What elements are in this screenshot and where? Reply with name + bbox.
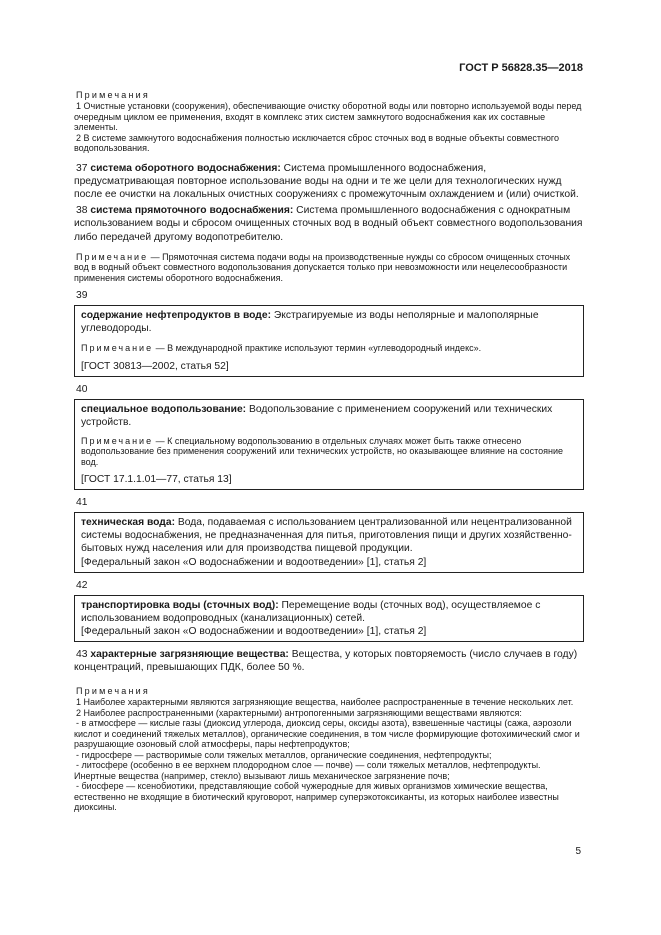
note-label: Примечание [81,342,154,353]
term-40-reference: [ГОСТ 17.1.1.01—77, статья 13] [81,474,232,486]
term-42-box [74,595,584,642]
term-definition: Перемещение воды (сточных вод), осуществляемое с использованием водопроводных (канализационных) сетей. [81,599,541,624]
term-number: 37 [76,162,88,174]
term-name: система прямоточного водоснабжения: [90,205,294,217]
term-name: характерные загрязняющие вещества: [90,649,289,661]
term-name: специальное водопользование: [81,404,247,416]
note-item: - гидросфере — растворимые соли тяжелых металлов, органические соединения, нефтепродукты; [76,749,492,760]
term-42-number: 42 [76,579,88,591]
term-40-box [74,399,584,490]
term-41-reference: [Федеральный закон «О водоснабжении и водоотведении» [1], статья 2] [81,556,427,568]
notes-heading: Примечания [76,686,150,697]
term-name: транспортировка воды (сточных вод): [81,599,279,611]
term-41-box [74,512,584,573]
term-number: 38 [76,205,88,217]
term-38 [74,204,584,244]
page-number: 5 [575,846,581,857]
term-40-number: 40 [76,384,88,396]
term-39-reference: [ГОСТ 30813—2002, статья 52] [81,361,229,373]
term-42 [81,599,577,625]
note-item: - литосфере (особенно в ее верхнем плодородном слое — почве) — соли тяжелых металлов, нефтепродукты. Инертные вещества (например, стекло) вызывают лишь механическое загрязнение почв; [74,760,541,781]
term-38-note [74,252,584,284]
note-item: 2 Наиболее распространенными (характерными) антропогенными загрязняющими веществами являются: [76,707,522,718]
term-definition: Вода, подаваемая с использованием централизованной или нецентрализованной системы водоснабжения, не предназначенная для питья, приготовления пищи и других хозяйственно-бытовых нужд населения или для производства пищевой продукции. [81,517,572,555]
term-definition: Вещества, у которых повторяемость (число случаев в году) концентраций, превышающих ПДК, более 50 %. [74,649,578,674]
note-item: 1 Наиболее характерными являются загрязняющие вещества, наиболее распространенные в течение нескольких лет. [76,697,574,708]
term-definition: Водопользование с применением сооружений или технических устройств. [81,404,553,429]
term-41 [81,516,577,556]
term-definition: Система промышленного водоснабжения, предусматривающая повторное использование воды на одни и те же цели для технологических нужд после ее очистки на локальных очистных сооружениях с промежуточным охлаждением и (или) очисткой. [74,162,579,200]
term-number: 43 [76,649,88,661]
term-name: техническая вода: [81,517,175,529]
note-text: — К специальному водопользованию в отдельных случаях может быть также отнесено водопользование без применения сооружений или технических устройств, но оказывающее влияние на состояние вод. [81,435,564,467]
note-item: - биосфере — ксенобиотики, представляющие собой чужеродные для живых организмов химические вещества, естественно не входящие в биотический круговорот, например суперэкотоксиканты, из которых наиболее известны диоксины. [74,781,559,813]
term-39-number: 39 [76,290,88,302]
document-header: ГОСТ Р 56828.35—2018 [459,62,583,74]
term-name: система оборотного водоснабжения: [90,162,281,174]
note-text: — В международной практике используют термин «углеводородный индекс». [153,342,482,353]
term-37 [74,162,584,202]
term-40 [81,403,577,429]
note-text: — Прямоточная система подачи воды на производственные нужды со сбросом очищенных сточных вод в водный объект совместного водопользования допускается только при невозможности или нецелесообразности применения системы оборотного водоснабжения. [74,251,571,283]
term-39-note [81,343,577,354]
term-40-note [81,436,577,468]
notes-heading: Примечания [76,90,150,100]
term-definition: Система промышленного водоснабжения с однократным использованием воды и сбросом очищенных сточных вод в водный объект совместного водопользования либо передачей другому водопотребителю. [74,205,583,243]
note-label: Примечание [81,435,154,446]
term-42-reference: [Федеральный закон «О водоснабжении и водоотведении» [1], статья 2] [81,626,427,638]
term-definition: Экстрагируемые из воды неполярные и малополярные углеводороды. [81,310,539,335]
term-39 [81,309,577,335]
note-label: Примечание [76,251,149,262]
term-39-box [74,305,584,377]
page-content [74,90,584,813]
note-item: 1 Очистные установки (сооружения), обеспечивающие очистку оборотной воды или повторно используемой воды перед очередным циклом ее применения, входят в комплекс этих систем замкнутого водоснабжения как их составные элементы. [74,101,582,132]
note-item: - в атмосфере — кислые газы (диоксид углерода, диоксид серы, оксиды азота), взвешенные частицы (сажа, аэрозоли кислот и соединений тяжелых металлов), органические соединения, в том числе формирующие фотохимический смог и разрушающие озоновый слой атмосферы, пары нефтепродуктов; [74,718,580,750]
term-43 [74,648,584,674]
term-41-number: 41 [76,497,88,509]
note-item: 2 В системе замкнутого водоснабжения полностью исключается сброс сточных вод в водные объекты совместного водопользования. [74,132,560,153]
term-name: содержание нефтепродуктов в воде: [81,310,271,322]
